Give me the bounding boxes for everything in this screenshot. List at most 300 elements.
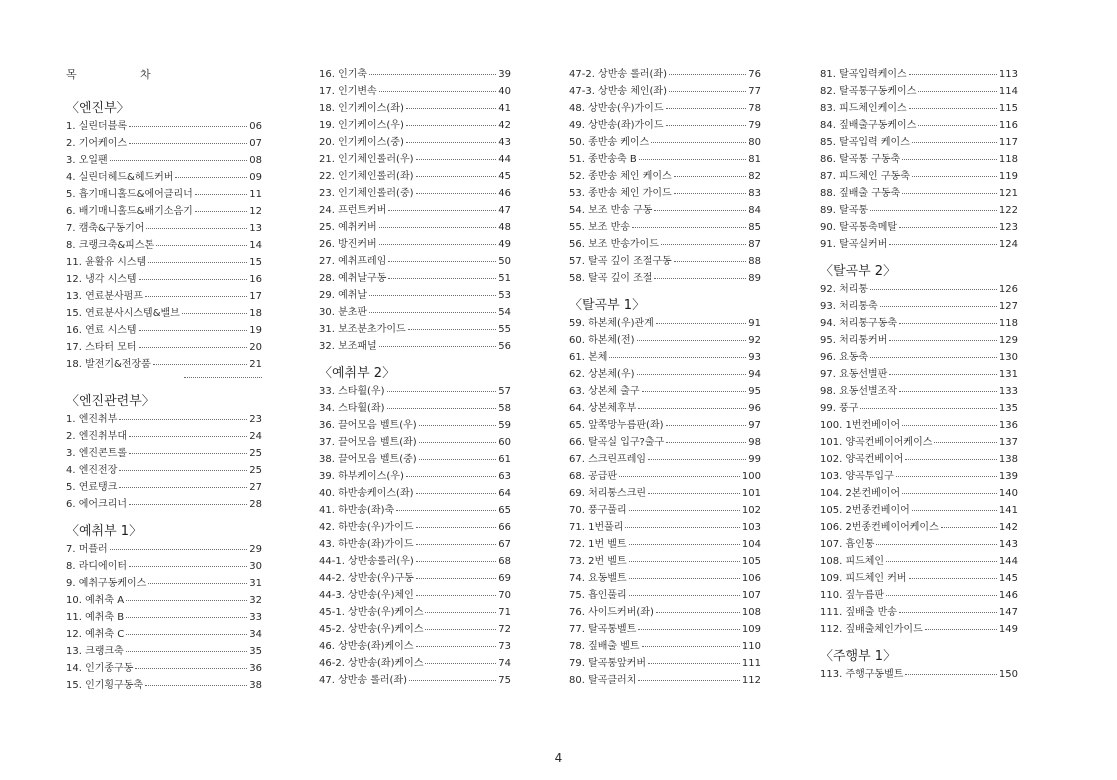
- toc-entry-page: 39: [498, 69, 511, 80]
- toc-entry-page: 33: [249, 612, 262, 623]
- toc-entry-page: 146: [998, 590, 1018, 601]
- dot-leader: [880, 306, 997, 307]
- dot-leader: [416, 544, 497, 545]
- toc-entry-page: 93: [748, 352, 761, 363]
- dot-leader: [408, 329, 497, 330]
- toc-entry-page: 123: [998, 222, 1018, 233]
- toc-entry-page: 60: [498, 437, 511, 448]
- dot-leader: [889, 374, 997, 375]
- toc-entry-page: 129: [998, 335, 1018, 346]
- toc-entry: [569, 185, 761, 202]
- toc-entry-label: 53. 종반송 체인 가이드: [569, 188, 672, 199]
- toc-entry-label: 27. 예취프레임: [319, 256, 387, 267]
- toc-entry: [319, 151, 511, 168]
- dot-leader: [129, 143, 247, 144]
- toc-entry-label: 64. 상본체후부: [569, 403, 637, 414]
- toc-column-1: [66, 66, 262, 694]
- toc-entry-label: 22. 인기체인롤러(좌): [319, 171, 414, 182]
- dot-leader: [195, 194, 247, 195]
- dot-leader: [369, 312, 496, 313]
- toc-entry-label: 49. 상반송(좌)가이드: [569, 120, 664, 131]
- toc-entry-page: 49: [498, 239, 511, 250]
- toc-entry-label: 104. 2본컨베이어: [820, 488, 901, 499]
- toc-entry: [569, 604, 761, 621]
- toc-entry-page: 35: [249, 646, 262, 657]
- toc-entry: [569, 468, 761, 485]
- toc-entry: [569, 485, 761, 502]
- toc-entry-label: 75. 흡인풀리: [569, 590, 627, 601]
- toc-entry-label: 13. 연료분사펌프: [66, 291, 144, 302]
- toc-entry: [820, 621, 1018, 638]
- toc-entry-page: 19: [249, 325, 262, 336]
- dot-leader: [129, 126, 247, 127]
- dot-leader: [126, 651, 248, 652]
- toc-entry-label: 102. 양곡컨베이어: [820, 454, 904, 465]
- toc-entry-label: 51. 종반송축 B: [569, 154, 637, 165]
- toc-entry-page: 118: [998, 318, 1018, 329]
- toc-entry: [820, 281, 1018, 298]
- dot-leader: [674, 193, 747, 194]
- toc-entry-label: 72. 1번 벨트: [569, 539, 627, 550]
- dot-leader: [666, 108, 747, 109]
- toc-entry: [66, 541, 262, 558]
- toc-entry-page: 47: [498, 205, 511, 216]
- toc-entry-label: 84. 짚배출구동케이스: [820, 120, 917, 131]
- dot-leader: [110, 160, 248, 161]
- toc-entry-label: 73. 2번 벨트: [569, 556, 627, 567]
- toc-entry-page: 25: [249, 448, 262, 459]
- toc-entry-label: 92. 처리통: [820, 284, 869, 295]
- toc-entry-label: 90. 탈곡통축메탈: [820, 222, 898, 233]
- page-title-part-2: 차: [140, 68, 151, 81]
- toc-entry-page: 111: [741, 658, 761, 669]
- toc-entry-page: 20: [249, 342, 262, 353]
- toc-entry-label: 95. 처리통커버: [820, 335, 888, 346]
- toc-entry-label: 45-1. 상반송(우)케이스: [319, 607, 424, 618]
- toc-entry-page: 105: [741, 556, 761, 567]
- toc-entry-page: 117: [998, 137, 1018, 148]
- toc-entry-page: 101: [741, 488, 761, 499]
- dot-leader: [638, 629, 740, 630]
- section-gap: [319, 355, 511, 365]
- toc-entry-label: 48. 상반송(우)가이드: [569, 103, 664, 114]
- toc-entry: [319, 604, 511, 621]
- section-gap: [820, 253, 1018, 263]
- toc-entry: [820, 502, 1018, 519]
- dot-leader: [637, 374, 747, 375]
- dot-leader: [425, 612, 496, 613]
- toc-entry-page: 72: [498, 624, 511, 635]
- section-gap: [66, 513, 262, 523]
- toc-entry-label: 65. 앞쪽망누름판(좌): [569, 420, 664, 431]
- dot-leader: [119, 470, 247, 471]
- toc-entry-label: 63. 상본체 출구: [569, 386, 640, 397]
- toc-entry: [319, 270, 511, 287]
- toc-entry-page: 137: [998, 437, 1018, 448]
- toc-entry-page: 115: [998, 103, 1018, 114]
- toc-entry: [319, 287, 511, 304]
- toc-entry-label: 1. 엔진취부: [66, 414, 118, 425]
- toc-entry-label: 89. 탈곡통: [820, 205, 869, 216]
- toc-entry: [569, 366, 761, 383]
- dot-leader: [387, 391, 497, 392]
- toc-entry-label: 74. 요동벨트: [569, 573, 627, 584]
- toc-entry-label: 111. 짚배출 반송: [820, 607, 897, 618]
- toc-entry-page: 108: [741, 607, 761, 618]
- toc-entry: [66, 609, 262, 626]
- toc-entry-label: 44-2. 상반송(우)구동: [319, 573, 414, 584]
- toc-entry: [569, 502, 761, 519]
- toc-entry: [820, 366, 1018, 383]
- toc-entry: [820, 604, 1018, 621]
- toc-entry-page: 68: [498, 556, 511, 567]
- dot-leader: [918, 125, 997, 126]
- dot-leader: [609, 357, 746, 358]
- toc-entry-page: 67: [498, 539, 511, 550]
- dot-leader: [642, 391, 747, 392]
- dot-leader: [651, 142, 746, 143]
- dot-leader: [669, 74, 746, 75]
- toc-entry-label: 1. 실린더블록: [66, 121, 128, 132]
- dot-leader: [674, 176, 747, 177]
- toc-entry-page: 51: [498, 273, 511, 284]
- dot-leader: [905, 459, 997, 460]
- toc-entry: [569, 270, 761, 287]
- toc-entry: [569, 117, 761, 134]
- dot-leader: [135, 668, 247, 669]
- toc-entry-label: 24. 프런트커버: [319, 205, 387, 216]
- dot-leader: [619, 476, 740, 477]
- toc-entry-page: 103: [741, 522, 761, 533]
- toc-entry-label: 81. 탈곡입력케이스: [820, 69, 907, 80]
- dot-leader: [912, 510, 997, 511]
- dot-leader: [638, 680, 740, 681]
- dot-leader: [902, 493, 997, 494]
- toc-entry-label: 86. 탈곡통 구동축: [820, 154, 901, 165]
- toc-entry: [319, 502, 511, 519]
- toc-entry-label: 23. 인기체인롤러(중): [319, 188, 414, 199]
- toc-entry-label: 85. 탈곡입력 케이스: [820, 137, 910, 148]
- page-title-part-1: 목: [66, 68, 77, 81]
- toc-entry-page: 40: [498, 86, 511, 97]
- dot-leader: [388, 278, 496, 279]
- toc-entry: [820, 117, 1018, 134]
- toc-entry-page: 118: [998, 154, 1018, 165]
- toc-entry-label: 43. 하반송(좌)가이드: [319, 539, 414, 550]
- dot-leader: [416, 595, 496, 596]
- toc-entry-label: 103. 양곡투입구: [820, 471, 894, 482]
- toc-entry-label: 47-2. 상반송 롤러(좌): [569, 69, 667, 80]
- dot-leader: [425, 663, 496, 664]
- dot-leader: [416, 561, 496, 562]
- toc-entry: [569, 553, 761, 570]
- dot-leader: [396, 510, 496, 511]
- toc-entry-page: 82: [748, 171, 761, 182]
- toc-entry-page: 58: [498, 403, 511, 414]
- toc-entry-page: 14: [249, 240, 262, 251]
- toc-entry-label: 79. 탈곡통앞커버: [569, 658, 647, 669]
- toc-column-2: [319, 66, 511, 689]
- toc-entry-page: 16: [249, 274, 262, 285]
- toc-entry-label: 47-3. 상반송 체인(좌): [569, 86, 667, 97]
- toc-entry-page: 145: [998, 573, 1018, 584]
- toc-entry-label: 12. 예취축 C: [66, 629, 125, 640]
- toc-entry-label: 3. 엔진콘트롤: [66, 448, 128, 459]
- toc-entry-label: 11. 윤활유 시스템: [66, 257, 147, 268]
- toc-entry-page: 81: [748, 154, 761, 165]
- dot-leader: [918, 91, 997, 92]
- toc-entry: [66, 152, 262, 169]
- toc-entry-page: 94: [748, 369, 761, 380]
- toc-entry-label: 45-2. 상반송(우)케이스: [319, 624, 424, 635]
- toc-entry-label: 67. 스크린프레임: [569, 454, 647, 465]
- dot-leader: [637, 340, 747, 341]
- dot-leader: [899, 227, 997, 228]
- toc-entry: [319, 638, 511, 655]
- toc-entry-label: 12. 냉각 시스템: [66, 274, 137, 285]
- toc-entry-page: 124: [998, 239, 1018, 250]
- toc-entry: [569, 253, 761, 270]
- toc-entry-page: 96: [748, 403, 761, 414]
- toc-entry-label: 2. 엔진취부대: [66, 431, 128, 442]
- toc-entry-page: 100: [741, 471, 761, 482]
- dot-leader: [870, 289, 997, 290]
- toc-entry: [319, 304, 511, 321]
- toc-entry: [569, 349, 761, 366]
- dot-leader: [629, 595, 740, 596]
- dot-leader: [126, 617, 247, 618]
- toc-entry-page: 64: [498, 488, 511, 499]
- toc-entry-page: 69: [498, 573, 511, 584]
- toc-entry: [569, 417, 761, 434]
- toc-entry-page: 139: [998, 471, 1018, 482]
- dot-leader: [941, 527, 997, 528]
- toc-entry-page: 59: [498, 420, 511, 431]
- toc-entry-label: 16. 인기축: [319, 69, 368, 80]
- toc-entry: [569, 587, 761, 604]
- toc-entry: [319, 434, 511, 451]
- toc-entry-page: 126: [998, 284, 1018, 295]
- toc-entry-page: 18: [249, 308, 262, 319]
- toc-entry: [820, 349, 1018, 366]
- dot-leader: [656, 612, 740, 613]
- toc-entry-label: 93. 처리통축: [820, 301, 878, 312]
- dot-leader: [669, 91, 746, 92]
- toc-entry-page: 21: [249, 359, 262, 370]
- toc-entry: [319, 338, 511, 355]
- toc-entry: [66, 677, 262, 694]
- dot-leader: [145, 685, 247, 686]
- dot-leader: [909, 578, 997, 579]
- toc-entry-page: 84: [748, 205, 761, 216]
- toc-entry-label: 26. 방진커버: [319, 239, 377, 250]
- dot-leader: [406, 125, 496, 126]
- toc-entry-label: 57. 탈곡 깊이 조절구동: [569, 256, 672, 267]
- dot-leader: [148, 262, 247, 263]
- toc-entry: [569, 638, 761, 655]
- toc-entry-page: 45: [498, 171, 511, 182]
- dot-leader: [629, 510, 740, 511]
- toc-entry: [820, 666, 1018, 683]
- toc-entry-label: 21. 인기체인롤러(우): [319, 154, 414, 165]
- toc-entry-page: 54: [498, 307, 511, 318]
- toc-entry: [66, 462, 262, 479]
- toc-entry-page: 74: [498, 658, 511, 669]
- dot-leader: [902, 425, 997, 426]
- dot-leader: [139, 347, 248, 348]
- toc-entry-page: 102: [741, 505, 761, 516]
- toc-entry-label: 5. 흡기매니홀드&에어클리너: [66, 189, 193, 200]
- toc-entry-label: 56. 보조 반송가이드: [569, 239, 659, 250]
- toc-entry-label: 5. 연료탱크: [66, 482, 118, 493]
- toc-entry-page: 121: [998, 188, 1018, 199]
- page-number: 4: [554, 751, 563, 765]
- dot-leader: [909, 108, 997, 109]
- toc-entry-label: 38. 끌어모음 벨트(중): [319, 454, 417, 465]
- toc-entry-label: 18. 발전기&전장품: [66, 359, 151, 370]
- toc-entry: [66, 271, 262, 288]
- toc-entry-page: 127: [998, 301, 1018, 312]
- toc-entry-label: 4. 실린더헤드&헤드커버: [66, 172, 174, 183]
- toc-entry: [569, 332, 761, 349]
- toc-entry-label: 32. 보조패널: [319, 341, 377, 352]
- toc-entry: [319, 321, 511, 338]
- toc-entry-page: 27: [249, 482, 262, 493]
- dot-leader: [912, 176, 997, 177]
- toc-entry-page: 150: [998, 669, 1018, 680]
- toc-entry: [66, 660, 262, 677]
- toc-entry-label: 101. 양곡컨베이어케이스: [820, 437, 933, 448]
- dot-leader: [379, 227, 497, 228]
- toc-entry-page: 91: [748, 318, 761, 329]
- dot-leader: [419, 459, 497, 460]
- toc-entry: [66, 445, 262, 462]
- toc-entry-label: 8. 라디에이터: [66, 561, 128, 572]
- dot-leader: [629, 561, 740, 562]
- dot-leader: [912, 142, 997, 143]
- toc-entry: [569, 168, 761, 185]
- toc-entry-label: 18. 인기케이스(좌): [319, 103, 404, 114]
- dot-leader: [406, 108, 496, 109]
- toc-entry: [569, 400, 761, 417]
- toc-entry: [319, 672, 511, 689]
- dot-leader: [648, 459, 746, 460]
- toc-entry: [820, 417, 1018, 434]
- toc-entry-label: 46-2. 상반송(좌)케이스: [319, 658, 424, 669]
- toc-entry-page: 98: [748, 437, 761, 448]
- toc-entry: [66, 479, 262, 496]
- section-gap: [66, 383, 262, 393]
- toc-entry: [820, 383, 1018, 400]
- toc-entry-label: 16. 연료 시스템: [66, 325, 137, 336]
- toc-entry: [569, 315, 761, 332]
- toc-entry: [820, 83, 1018, 100]
- toc-entry-label: 66. 탈곡실 입구?출구: [569, 437, 665, 448]
- toc-entry-page: 135: [998, 403, 1018, 414]
- toc-entry: [569, 219, 761, 236]
- dot-leader: [642, 646, 740, 647]
- toc-entry-label: 108. 피드체인: [820, 556, 885, 567]
- toc-entry: [820, 315, 1018, 332]
- dot-leader: [909, 74, 997, 75]
- toc-entry-label: 68. 공급판: [569, 471, 618, 482]
- dot-leader: [629, 578, 740, 579]
- toc-entry-page: 46: [498, 188, 511, 199]
- toc-entry-page: 92: [748, 335, 761, 346]
- dot-leader: [409, 680, 496, 681]
- toc-entry: [319, 100, 511, 117]
- toc-entry-page: 42: [498, 120, 511, 131]
- toc-entry-label: 59. 하본체(우)관계: [569, 318, 654, 329]
- toc-entry: [820, 168, 1018, 185]
- toc-entry: [569, 383, 761, 400]
- dot-leader: [629, 544, 740, 545]
- toc-entry: [569, 236, 761, 253]
- toc-entry-label: 20. 인기케이스(중): [319, 137, 404, 148]
- toc-entry-label: 71. 1번풀리: [569, 522, 624, 533]
- toc-entry-label: 107. 흡인통: [820, 539, 875, 550]
- toc-entry-page: 85: [748, 222, 761, 233]
- toc-entry-page: 07: [249, 138, 262, 149]
- toc-entry: [319, 587, 511, 604]
- toc-entry-page: 109: [741, 624, 761, 635]
- toc-entry-label: 78. 짚배출 벨트: [569, 641, 640, 652]
- dot-leader: [419, 425, 497, 426]
- toc-entry-label: 9. 예취구동케이스: [66, 578, 147, 589]
- toc-entry: [319, 202, 511, 219]
- toc-entry-label: 25. 예취커버: [319, 222, 377, 233]
- toc-entry-label: 17. 인기변속: [319, 86, 377, 97]
- toc-entry-page: 141: [998, 505, 1018, 516]
- toc-entry-page: 57: [498, 386, 511, 397]
- toc-entry-label: 100. 1번컨베이어: [820, 420, 901, 431]
- toc-entry: [66, 169, 262, 186]
- toc-entry-label: 98. 요동선별조작: [820, 386, 898, 397]
- dot-leader: [876, 544, 996, 545]
- toc-entry-page: 12: [249, 206, 262, 217]
- toc-entry-label: 36. 끌어모음 벨트(우): [319, 420, 417, 431]
- dot-leader: [148, 583, 247, 584]
- toc-entry: [66, 428, 262, 445]
- toc-entry-page: 25: [249, 465, 262, 476]
- toc-entry-page: 136: [998, 420, 1018, 431]
- toc-entry-label: 69. 처리통스크린: [569, 488, 647, 499]
- dot-leader: [406, 142, 496, 143]
- toc-entry-page: 89: [748, 273, 761, 284]
- toc-entry-page: 13: [249, 223, 262, 234]
- toc-entry-label: 94. 처리통구동축: [820, 318, 898, 329]
- toc-entry-label: 34. 스타휠(좌): [319, 403, 385, 414]
- toc-entry-label: 40. 하반송케이스(좌): [319, 488, 414, 499]
- toc-entry: [319, 485, 511, 502]
- toc-entry-label: 6. 배기매니홀드&배기소음기: [66, 206, 193, 217]
- dot-leader: [889, 244, 997, 245]
- toc-entry: [569, 83, 761, 100]
- toc-entry-page: 56: [498, 341, 511, 352]
- toc-entry-page: 95: [748, 386, 761, 397]
- toc-entry: [319, 655, 511, 672]
- dot-leader: [661, 244, 746, 245]
- toc-entry-page: 48: [498, 222, 511, 233]
- toc-entry-label: 30. 분초판: [319, 307, 368, 318]
- toc-entry-label: 6. 에어크리너: [66, 499, 128, 510]
- toc-entry-label: 3. 오일팬: [66, 155, 108, 166]
- toc-entry-label: 110. 짚누름판: [820, 590, 885, 601]
- toc-entry-page: 77: [748, 86, 761, 97]
- toc-entry: [66, 135, 262, 152]
- toc-entry: [820, 219, 1018, 236]
- toc-entry: [569, 655, 761, 672]
